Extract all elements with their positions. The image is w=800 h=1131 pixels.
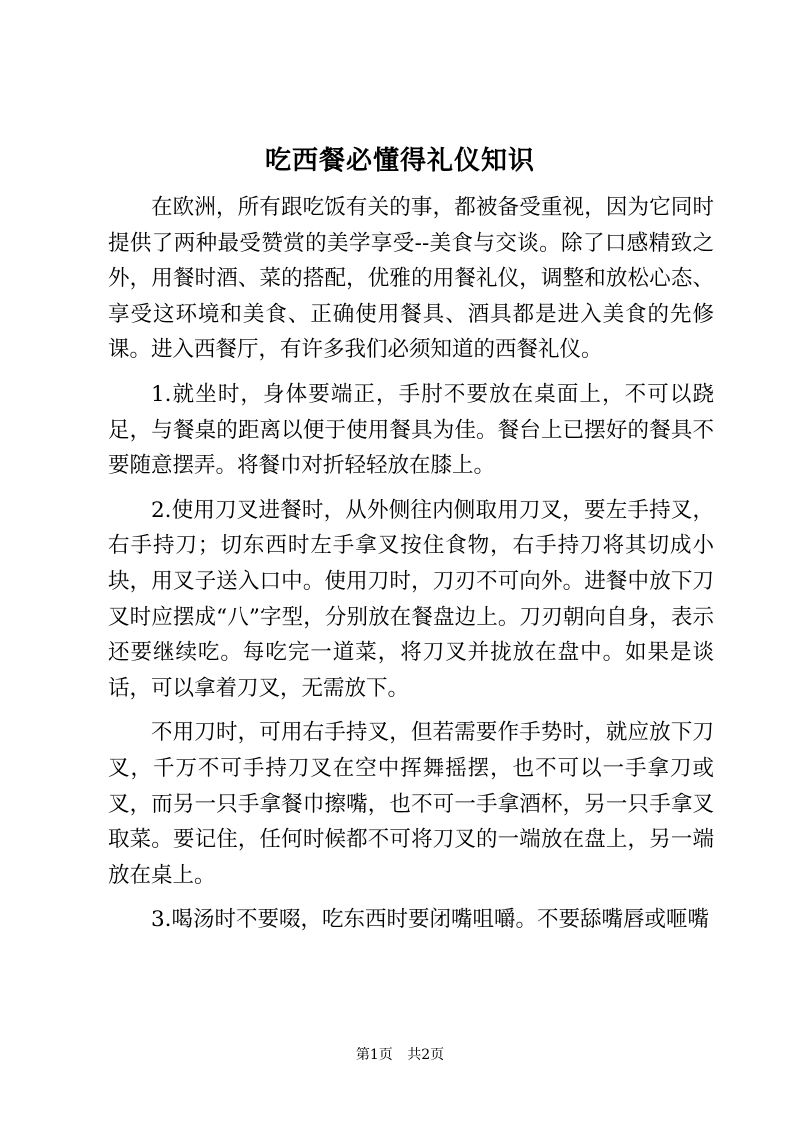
paragraph-knife-fork: 不用刀时，可用右手持叉，但若需要作手势时，就应放下刀叉，千万不可手持刀叉在空中挥舞摇摆，也不可以一手拿刀或叉，而另一只手拿餐巾擦嘴，也不可一手拿酒杯，另一只手拿叉取菜。要记住，任何时候都不可将刀叉的一端放在盘上，另一端放在桌上。 [108,720,714,888]
document-body [108,190,714,947]
page-footer [0,1044,800,1064]
paragraph-intro: 在欧洲，所有跟吃饭有关的事，都被备受重视，因为它同时提供了两种最受赞赏的美学享受--美食与交谈。除了口感精致之外，用餐时酒、菜的搭配，优雅的用餐礼仪，调整和放松心态、享受这环境和美食、正确使用餐具、酒具都是进入美食的先修课。进入西餐厅，有许多我们必须知道的西餐礼仪。 [108,195,714,363]
paragraph-rule-3: 3.喝汤时不要啜，吃东西时要闭嘴咀嚼。不要舔嘴唇或咂嘴 [151,907,710,933]
page-number: 第1页 [355,1047,393,1063]
paragraph-rule-2: 2.使用刀叉进餐时，从外侧往内侧取用刀叉，要左手持叉，右手持刀；切东西时左手拿叉按住食物，右手持刀将其切成小块，用叉子送入口中。使用刀时，刀刃不可向外。进餐中放下刀叉时应摆成“八”字型，分别放在餐盘边上。刀刃朝向自身，表示还要继续吃。每吃完一道菜，将刀叉并拢放在盘中。如果是谈话，可以拿着刀叉，无需放下。 [108,497,714,701]
paragraph-rule-1: 1.就坐时，身体要端正，手肘不要放在桌面上，不可以跷足，与餐桌的距离以便于使用餐具为佳。餐台上已摆好的餐具不要随意摆弄。将餐巾对折轻轻放在膝上。 [108,381,714,479]
page-total: 共2页 [407,1047,445,1063]
document-title: 吃西餐必懂得礼仪知识 [264,146,535,176]
